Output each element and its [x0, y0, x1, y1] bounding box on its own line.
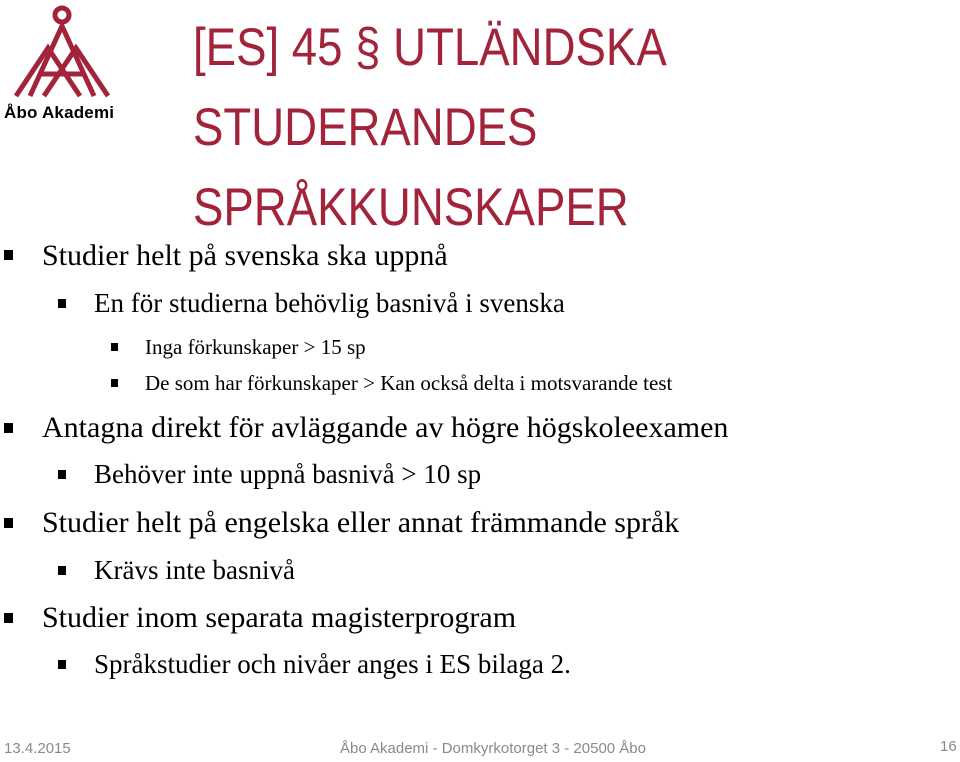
bullet-item: Språkstudier och nivåer anges i ES bilaga 2. [94, 649, 571, 679]
title-line-3: SPRÅKKUNSKAPER [193, 178, 629, 237]
bullet-marker-icon [4, 423, 13, 433]
bullet-marker-icon [58, 299, 66, 308]
bullet-item: Antagna direkt för avläggande av högre högskoleexamen [42, 411, 729, 444]
bullet-item: De som har förkunskaper > Kan också delta i motsvarande test [145, 371, 673, 395]
title-line-2: STUDERANDES [193, 98, 538, 157]
bullet-marker-icon [58, 566, 66, 575]
bullet-item: Studier inom separata magisterprogram [42, 601, 517, 634]
bullet-item: En för studierna behövlig basnivå i svenska [94, 288, 565, 318]
slide-number: 16 [940, 738, 957, 755]
bullet-item: Inga förkunskaper > 15 sp [145, 335, 366, 359]
bullet-marker-icon [4, 613, 13, 623]
bullet-marker-icon [4, 518, 13, 528]
bullet-marker-icon [111, 379, 118, 387]
logo-wordmark: Åbo Akademi [4, 103, 115, 122]
bullet-marker-icon [111, 343, 118, 351]
bullet-item: Studier helt på engelska eller annat främmande språk [42, 506, 680, 539]
slide-title [193, 8, 829, 248]
bullet-item: Behöver inte uppnå basnivå > 10 sp [94, 459, 482, 489]
bullet-item: Studier helt på svenska ska uppnå [42, 239, 448, 272]
bullet-marker-icon [58, 470, 66, 479]
footer-address: Åbo Akademi - Domkyrkotorget 3 - 20500 Åbo [340, 740, 646, 757]
bullet-item: Krävs inte basnivå [94, 555, 295, 585]
bullet-marker-icon [4, 250, 13, 260]
footer-date: 13.4.2015 [4, 740, 71, 757]
title-line-1: [ES] 45 § UTLÄNDSKA [193, 18, 667, 77]
abo-akademi-logo [4, 4, 122, 124]
abo-akademi-emblem-icon [12, 4, 112, 102]
bullet-marker-icon [58, 660, 66, 669]
